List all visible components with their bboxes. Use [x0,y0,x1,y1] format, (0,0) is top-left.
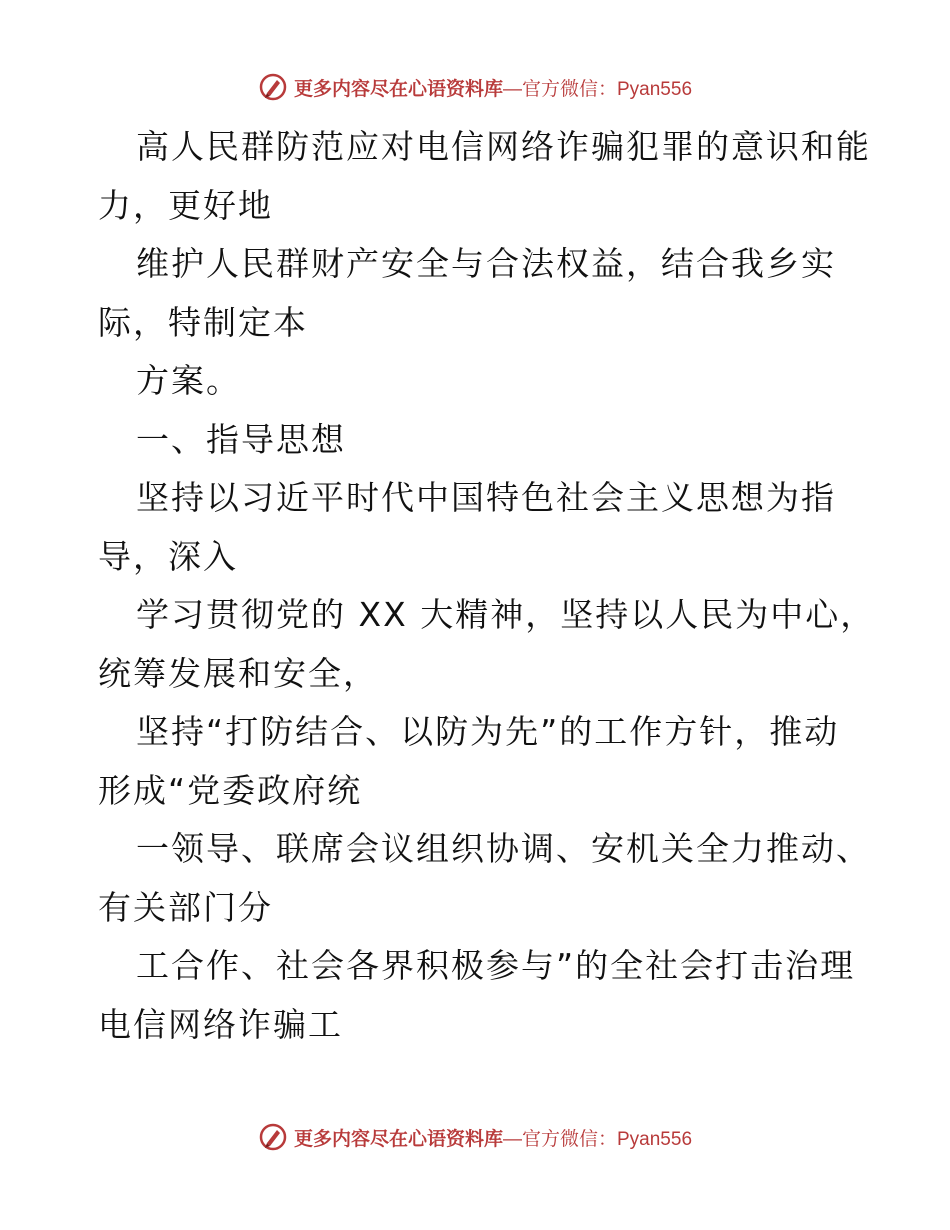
header-watermark [0,72,950,102]
text-line: 一、指导思想 [136,419,346,459]
text-line: 坚持以习近平时代中国特色社会主义思想为指 [136,478,836,517]
text-line: 工合作、社会各界积极参与”的全社会打击治理 [136,946,856,985]
text-line: 统筹发展和安全， [98,653,378,693]
watermark-tail: —官方微信：Pyan556 [503,1128,693,1150]
text-line: 际，特制定本 [98,302,308,342]
text-line: 学习贯彻党的 XX 大精神，坚持以人民为中心， [136,595,876,634]
watermark-text [294,74,692,101]
watermark-text [294,1124,692,1151]
text-line: 高人民群防范应对电信网络诈骗犯罪的意识和能 [136,127,871,166]
text-line: 力，更好地 [98,185,273,225]
pen-logo-icon [258,1122,288,1152]
text-line: 坚持“打防结合、以防为先”的工作方针，推动 [136,712,840,751]
text-line: 导，深入 [98,536,238,576]
text-line: 电信网络诈骗工 [98,1004,343,1044]
document-body [98,118,876,1054]
footer-watermark [0,1122,950,1152]
watermark-brand: 更多内容尽在心语资料库 [293,1127,503,1150]
pen-logo-icon [258,72,288,102]
text-line: 方案。 [136,361,241,400]
text-line: 维护人民群财产安全与合法权益，结合我乡实 [136,244,836,283]
text-line: 有关部门分 [98,887,273,927]
text-line: 形成“党委政府统 [98,770,363,810]
watermark-tail: —官方微信：Pyan556 [503,78,693,100]
watermark-brand: 更多内容尽在心语资料库 [293,77,503,100]
text-line: 一领导、联席会议组织协调、安机关全力推动、 [136,829,871,868]
